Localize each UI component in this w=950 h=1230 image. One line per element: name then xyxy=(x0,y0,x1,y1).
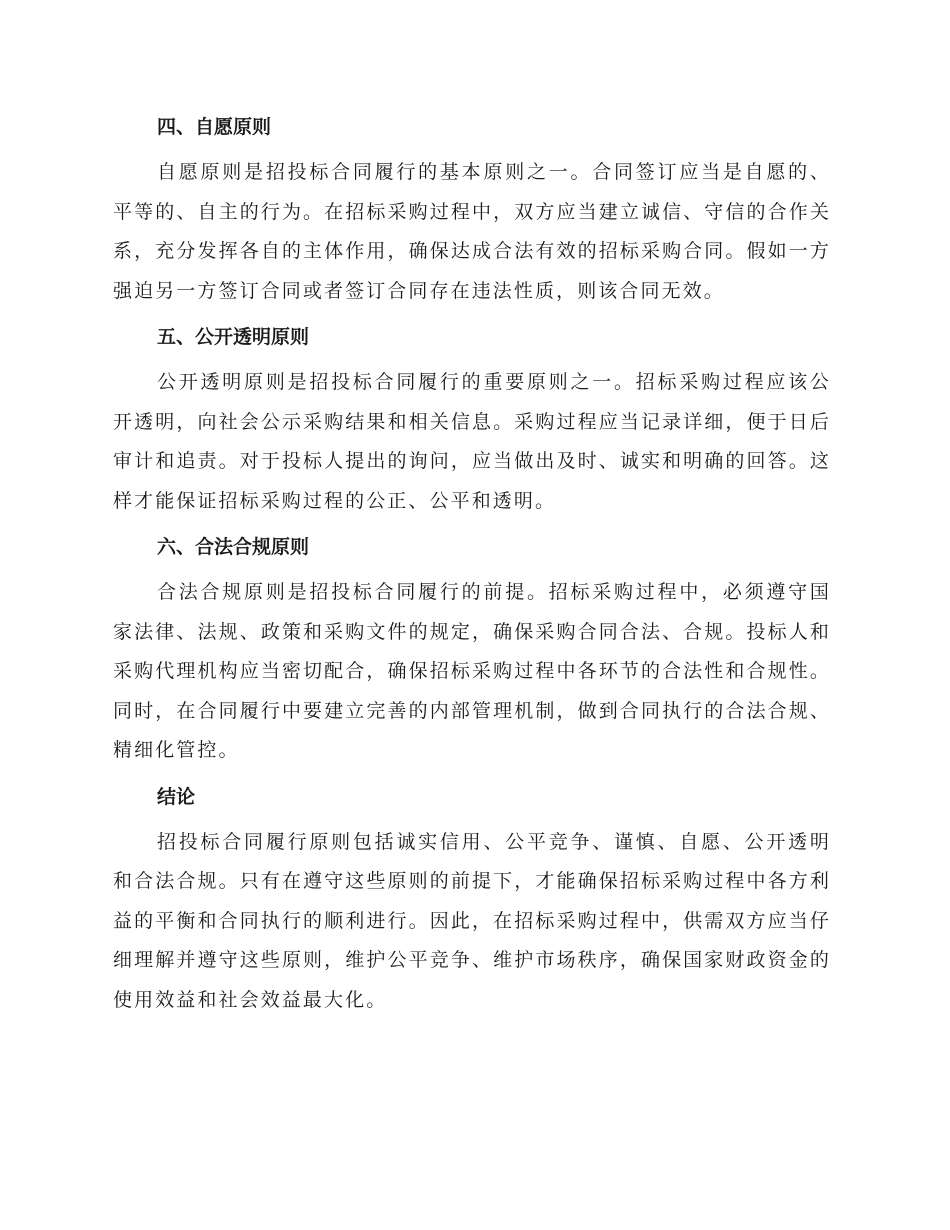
section-heading-voluntary: 四、自愿原则 xyxy=(157,116,272,138)
section-body-legal-compliance: 合法合规原则是招投标合同履行的前提。招标采购过程中，必须遵守国家法律、法规、政策和采购文件的规定，确保采购合同合法、合规。投标人和采购代理机构应当密切配合，确保招标采购过程中各环节的合法性和合规性。同时，在合同履行中要建立完善的内部管理机制，做到合同执行的合法合规、精细化管控。 xyxy=(113,581,831,761)
section-body-transparency: 公开透明原则是招投标合同履行的重要原则之一。招标采购过程应该公开透明，向社会公示采购结果和相关信息。采购过程应当记录详细，便于日后审计和追责。对于投标人提出的询问，应当做出及时、诚实和明确的回答。这样才能保证招标采购过程的公正、公平和透明。 xyxy=(113,371,831,512)
section-body-conclusion: 招投标合同履行原则包括诚实信用、公平竞争、谨慎、自愿、公开透明和合法合规。只有在遵守这些原则的前提下，才能确保招标采购过程中各方利益的平衡和合同执行的顺利进行。因此，在招标采购过程中，供需双方应当仔细理解并遵守这些原则，维护公平竞争、维护市场秩序，确保国家财政资金的使用效益和社会效益最大化。 xyxy=(113,830,831,1011)
section-body-voluntary: 自愿原则是招投标合同履行的基本原则之一。合同签订应当是自愿的、平等的、自主的行为。在招标采购过程中，双方应当建立诚信、守信的合作关系，充分发挥各自的主体作用，确保达成合法有效的招标采购合同。假如一方强迫另一方签订合同或者签订合同存在违法性质，则该合同无效。 xyxy=(113,161,831,302)
section-heading-transparency: 五、公开透明原则 xyxy=(157,326,310,348)
section-heading-conclusion: 结论 xyxy=(157,785,196,808)
document-content xyxy=(113,108,831,1020)
section-heading-legal-compliance: 六、合法合规原则 xyxy=(157,536,310,558)
